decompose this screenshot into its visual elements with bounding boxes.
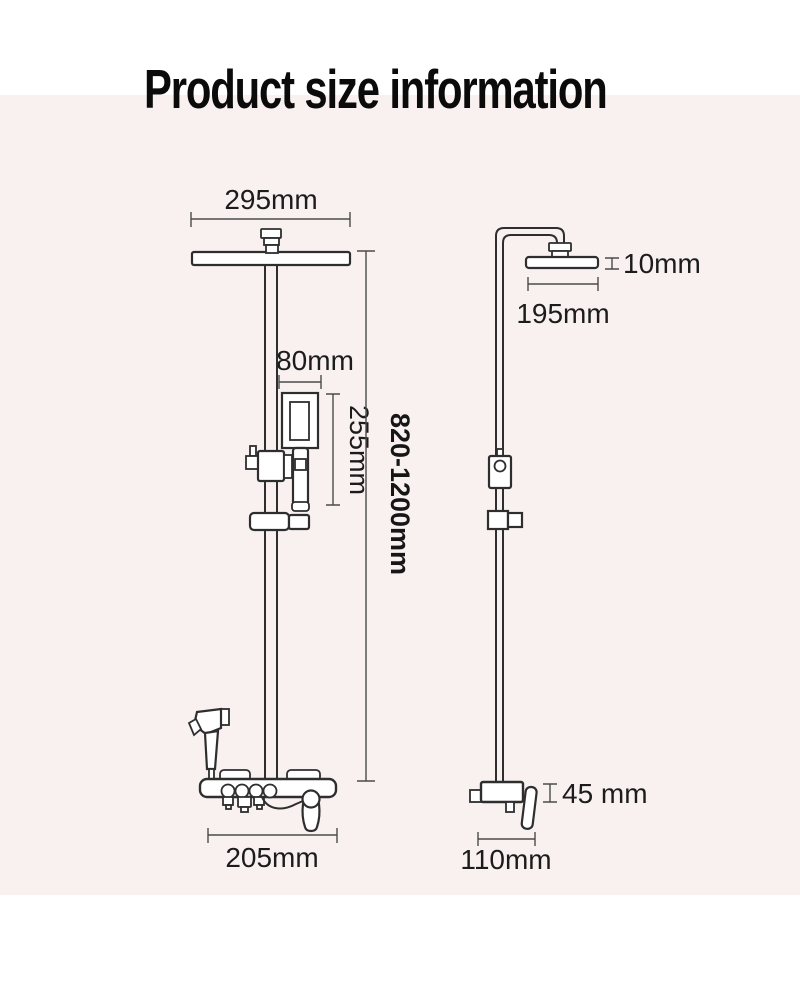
side-hand-shower-holder [489, 449, 511, 488]
valve-depth-label: 110mm [460, 844, 552, 875]
front-view-diagram [189, 184, 415, 873]
dim-pole-height [357, 251, 415, 781]
page-title: Product size information [144, 58, 607, 120]
hand-shower-wand [292, 448, 309, 511]
faucet-width-label: 205mm [225, 842, 319, 873]
head-thickness-label: 10mm [623, 248, 701, 279]
dim-valve-height [543, 778, 648, 809]
dim-head-width [191, 184, 350, 227]
side-view-diagram [460, 228, 700, 875]
slide-rail-bracket [250, 513, 309, 530]
hand-shower-height-label: 255mm [344, 404, 374, 496]
hand-shower-box [282, 393, 318, 448]
dim-head-depth [516, 277, 609, 329]
pipe-slider-clamp [246, 446, 292, 481]
faucet-outlets [223, 797, 264, 812]
shower-head-joint [261, 229, 281, 253]
hand-shower-width-label: 80mm [276, 345, 354, 376]
side-shower-head [526, 257, 598, 268]
dim-faucet-width [208, 828, 337, 873]
side-mixer-valve [470, 782, 537, 829]
side-slider-block [488, 511, 522, 529]
dim-hand-shower-width [276, 345, 354, 389]
dim-valve-depth [460, 832, 551, 875]
dim-hand-shower-height [326, 394, 374, 505]
pole-height-label: 820-1200mm [385, 412, 415, 576]
head-depth-label: 195mm [516, 298, 610, 329]
dim-head-thickness [605, 248, 701, 279]
head-width-label: 295mm [224, 184, 318, 215]
overhead-shower-head [192, 252, 350, 265]
valve-height-label: 45 mm [562, 778, 648, 809]
